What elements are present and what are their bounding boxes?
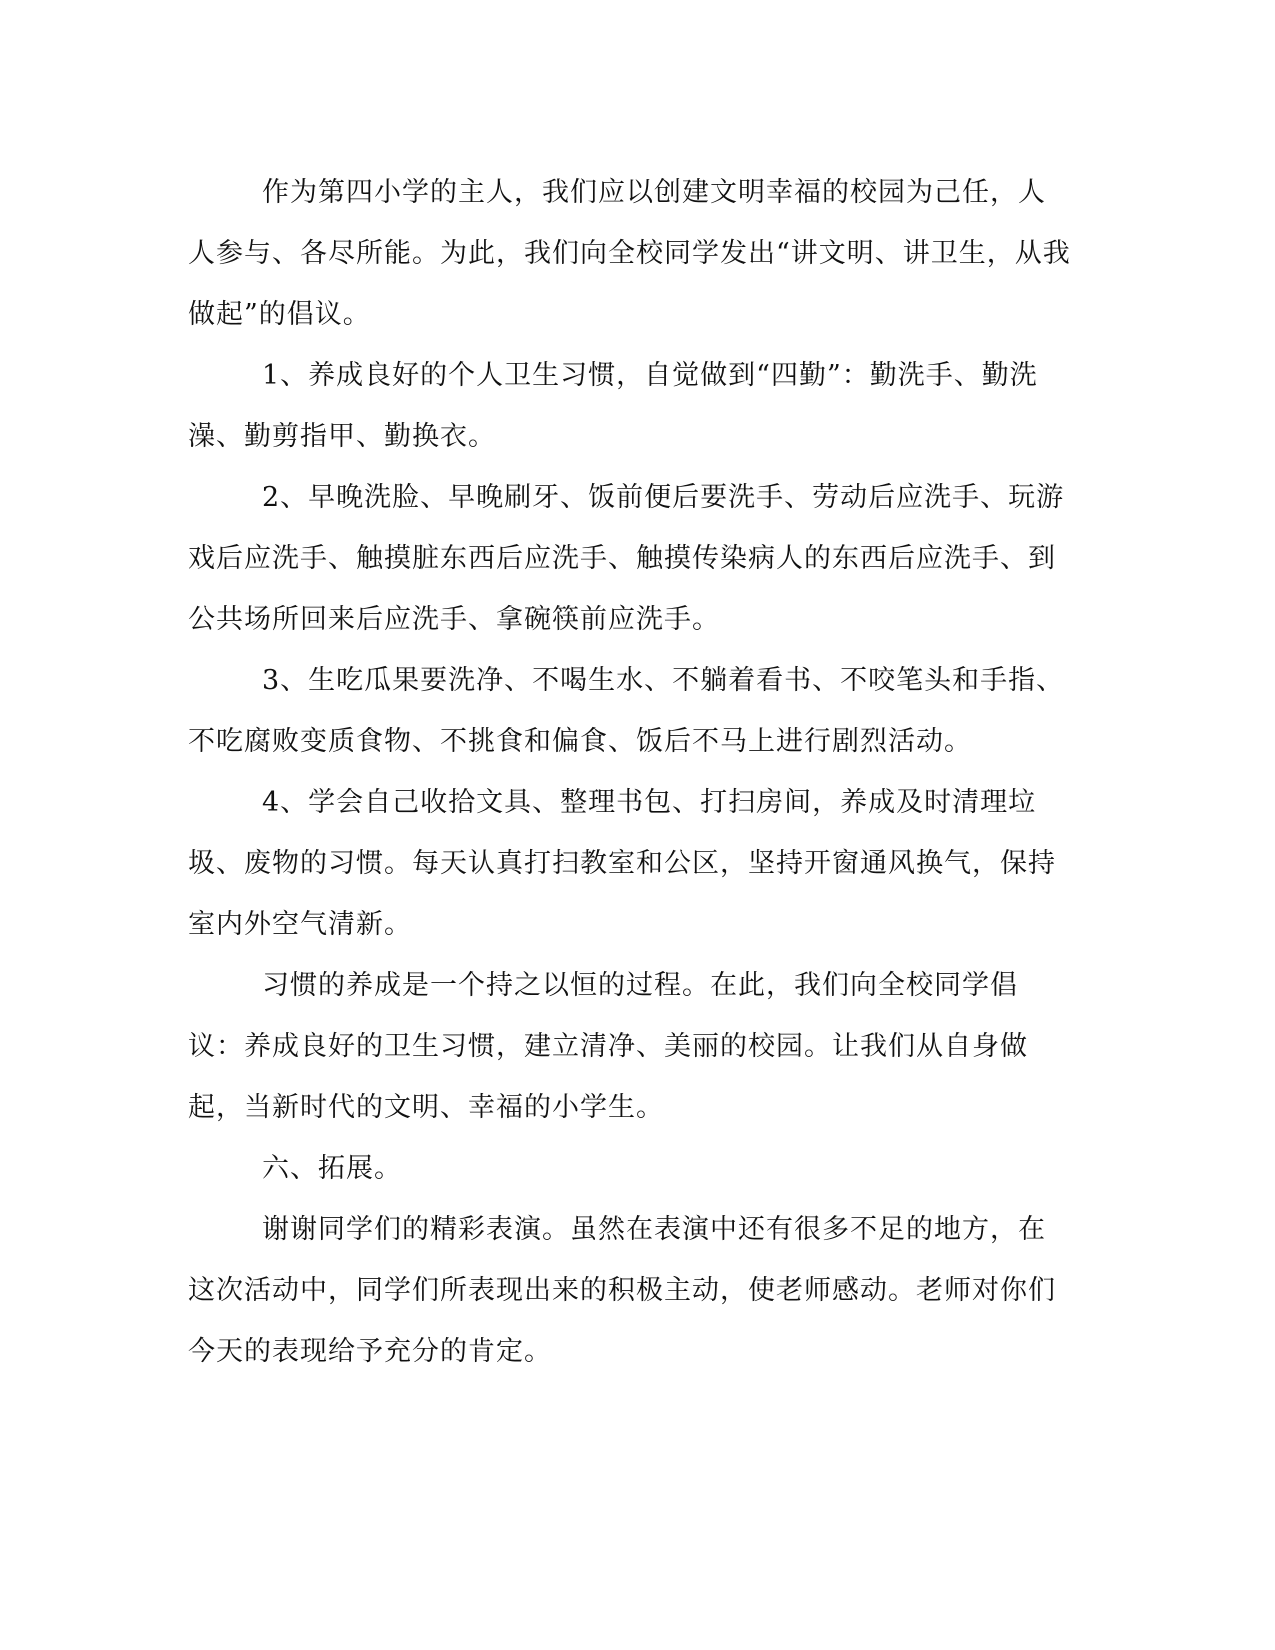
paragraph-item-3: 3、生吃瓜果要洗净、不喝生水、不躺着看书、不咬笔头和手指、不吃腐败变质食物、不挑食和偏食、饭后不马上进行剧烈活动。 — [188, 665, 1065, 757]
paragraph-habit: 习惯的养成是一个持之以恒的过程。在此，我们向全校同学倡议：养成良好的卫生习惯，建立清净、美丽的校园。让我们从自身做起，当新时代的文明、幸福的小学生。 — [188, 970, 1028, 1123]
paragraph-closing: 谢谢同学们的精彩表演。虽然在表演中还有很多不足的地方，在这次活动中，同学们所表现出来的积极主动，使老师感动。老师对你们今天的表现给予充分的肯定。 — [188, 1214, 1056, 1367]
section-heading-extension: 六、拓展。 — [262, 1153, 402, 1184]
paragraph-item-2: 2、早晚洗脸、早晚刷牙、饭前便后要洗手、劳动后应洗手、玩游戏后应洗手、触摸脏东西后应洗手、触摸传染病人的东西后应洗手、到公共场所回来后应洗手、拿碗筷前应洗手。 — [188, 482, 1065, 635]
document-body — [188, 162, 1073, 1382]
paragraph-item-4: 4、学会自己收拾文具、整理书包、打扫房间，养成及时清理垃圾、废物的习惯。每天认真打扫教室和公区，坚持开窗通风换气，保持室内外空气清新。 — [188, 787, 1056, 940]
paragraph-intro: 作为第四小学的主人，我们应以创建文明幸福的校园为己任，人人参与、各尽所能。为此，我们向全校同学发出“讲文明、讲卫生，从我做起”的倡议。 — [188, 177, 1071, 330]
paragraph-item-1: 1、养成良好的个人卫生习惯，自觉做到“四勤”：勤洗手、勤洗澡、勤剪指甲、勤换衣。 — [188, 360, 1038, 452]
